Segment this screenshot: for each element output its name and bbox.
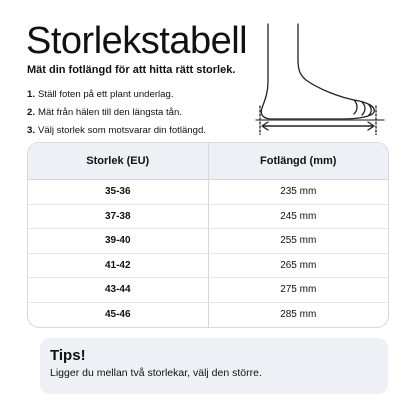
table-row	[28, 254, 388, 279]
cell-length: 275 mm	[280, 284, 317, 296]
step-number: 2.	[27, 107, 36, 118]
foot-measurement-icon	[250, 20, 390, 135]
step-text: Välj storlek som motsvarar din fotlängd.	[38, 125, 206, 136]
cell-length: 265 mm	[280, 259, 317, 271]
table-row	[28, 229, 388, 254]
step-item	[27, 104, 206, 122]
tips-text: Ligger du mellan två storlekar, välj den större.	[50, 367, 262, 379]
table-row	[28, 205, 388, 230]
cell-size: 37-38	[28, 205, 209, 229]
header-foot-length: Fotlängd (mm)	[260, 155, 337, 167]
cell-size: 35-36	[28, 180, 209, 204]
table-header	[28, 143, 388, 180]
cell-length: 255 mm	[280, 235, 317, 247]
step-number: 1.	[27, 89, 36, 100]
size-table	[27, 142, 389, 328]
step-item	[27, 86, 206, 104]
cell-length: 245 mm	[280, 210, 317, 222]
page-title: Storlekstabell	[26, 20, 248, 62]
tips-title: Tips!	[50, 347, 86, 364]
step-item	[27, 122, 206, 140]
header-size: Storlek (EU)	[28, 143, 209, 179]
table-row	[28, 278, 388, 303]
cell-size: 43-44	[28, 278, 209, 302]
step-text: Mät från hälen till den längsta tån.	[38, 107, 183, 118]
table-row	[28, 180, 388, 205]
cell-size: 41-42	[28, 254, 209, 278]
step-text: Ställ foten på ett plant underlag.	[38, 89, 174, 100]
step-number: 3.	[27, 125, 36, 136]
cell-size: 45-46	[28, 303, 209, 328]
cell-length: 235 mm	[280, 186, 317, 198]
cell-length: 285 mm	[280, 309, 317, 321]
instruction-steps	[27, 86, 206, 140]
toe-lines	[354, 100, 371, 115]
cell-size: 39-40	[28, 229, 209, 253]
table-row	[28, 303, 388, 328]
tips-box	[40, 338, 388, 394]
page-subtitle: Mät din fotlängd för att hitta rätt storlek.	[27, 64, 236, 76]
